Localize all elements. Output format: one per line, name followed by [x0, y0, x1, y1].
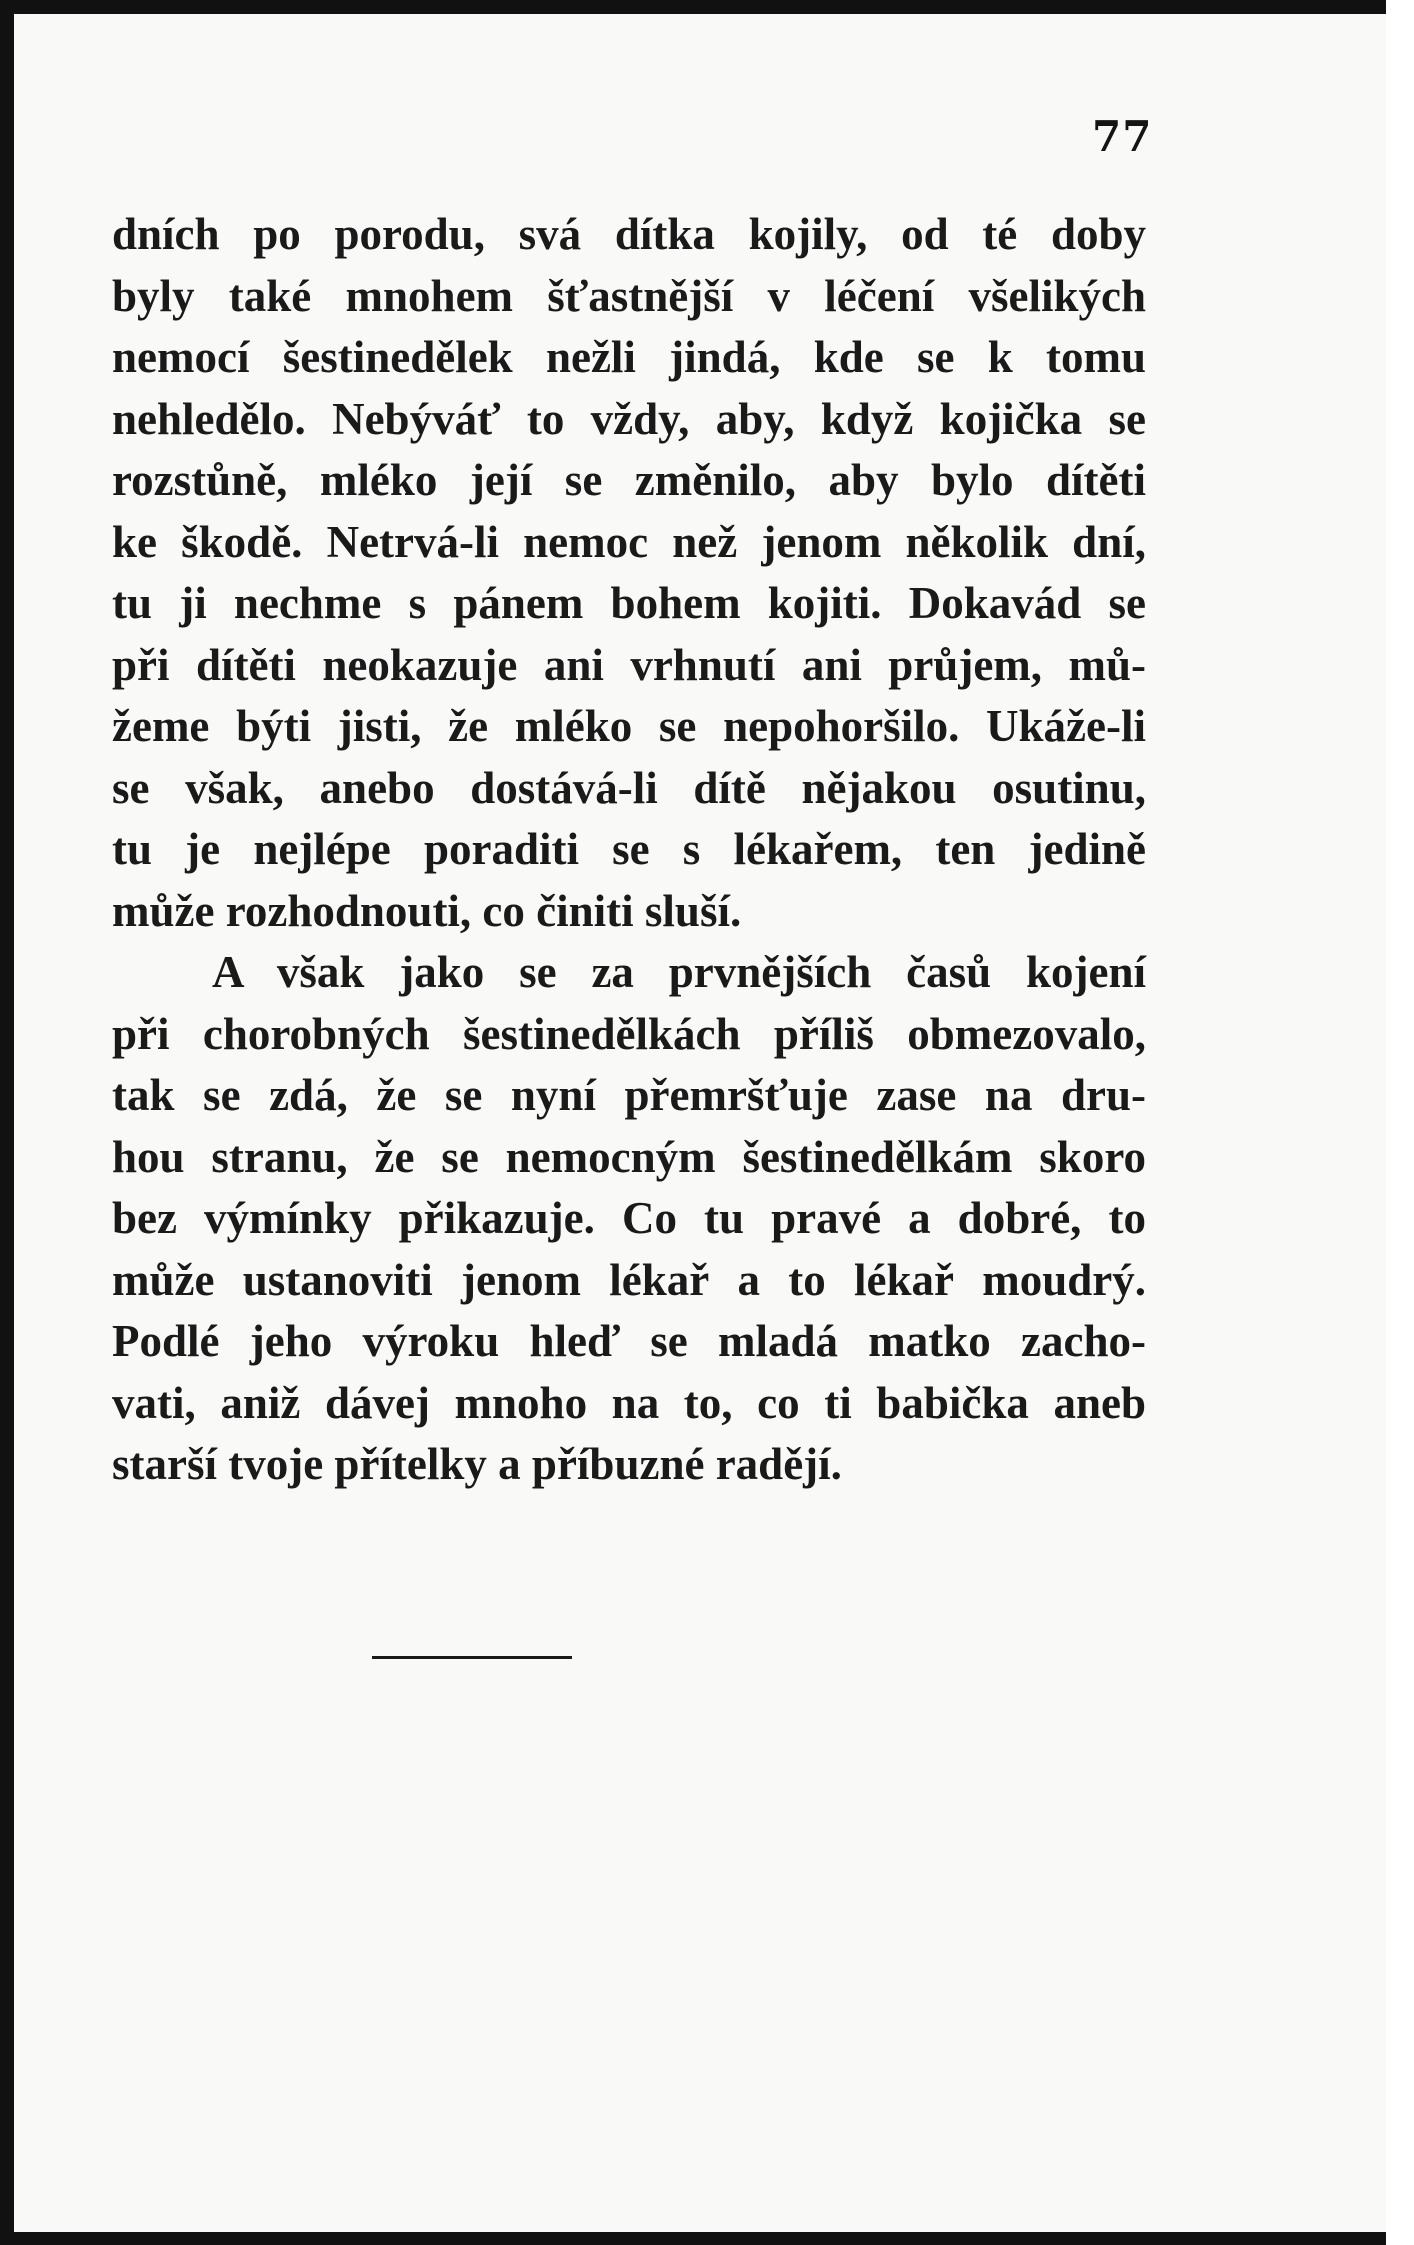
text-line: byly také mnohem šťastnější v léčení všelikých: [112, 270, 1146, 321]
page-number: 77: [1092, 112, 1153, 161]
text-line: ke škodě. Netrvá-li nemoc než jenom několik dní,: [112, 516, 1146, 567]
text-line: Podlé jeho výroku hleď se mladá matko zacho-: [112, 1316, 1146, 1366]
text-line: hou stranu, že se nemocným šestinedělkám skoro: [112, 1131, 1146, 1182]
text-line: A však jako se za prvnějších časů kojení: [212, 947, 1146, 997]
body-text: [112, 204, 1146, 1496]
text-line: tak se zdá, že se nyní přemršťuje zase na dru-: [112, 1070, 1146, 1120]
page-edge: [1386, 0, 1414, 2245]
text-line: se však, anebo dostává-li dítě nějakou osutinu,: [112, 762, 1146, 813]
text-line: může rozhodnouti, co činiti sluší.: [112, 885, 742, 936]
text-line: tu je nejlépe poraditi se s lékařem, ten jedině: [112, 824, 1146, 874]
text-line: může ustanoviti jenom lékař a to lékař moudrý.: [112, 1254, 1146, 1305]
paragraph-2: [112, 942, 1146, 1496]
section-end-rule: [372, 1656, 572, 1659]
text-line: starší tvoje přítelky a příbuzné radějí.: [112, 1439, 842, 1489]
text-line: při chorobných šestinedělkách příliš obmezovalo,: [112, 1008, 1146, 1059]
text-line: rozstůně, mléko její se změnilo, aby bylo dítěti: [112, 455, 1146, 505]
text-line: žeme býti jisti, že mléko se nepohoršilo. Ukáže-li: [112, 701, 1146, 751]
text-line: vati, aniž dávej mnoho na to, co ti babička aneb: [112, 1377, 1146, 1428]
text-line: nehledělo. Nebýváť to vždy, aby, když kojička se: [112, 393, 1146, 444]
text-line: při dítěti neokazuje ani vrhnutí ani průjem, mů-: [112, 639, 1146, 690]
text-line: nemocí šestinedělek nežli jindá, kde se k tomu: [112, 332, 1146, 382]
text-line: bez výmínky přikazuje. Co tu pravé a dobré, to: [112, 1193, 1146, 1243]
text-line: dních po porodu, svá dítka kojily, od té doby: [112, 209, 1146, 259]
text-line: tu ji nechme s pánem bohem kojiti. Dokavád se: [112, 578, 1146, 628]
paragraph-1: [112, 204, 1146, 942]
